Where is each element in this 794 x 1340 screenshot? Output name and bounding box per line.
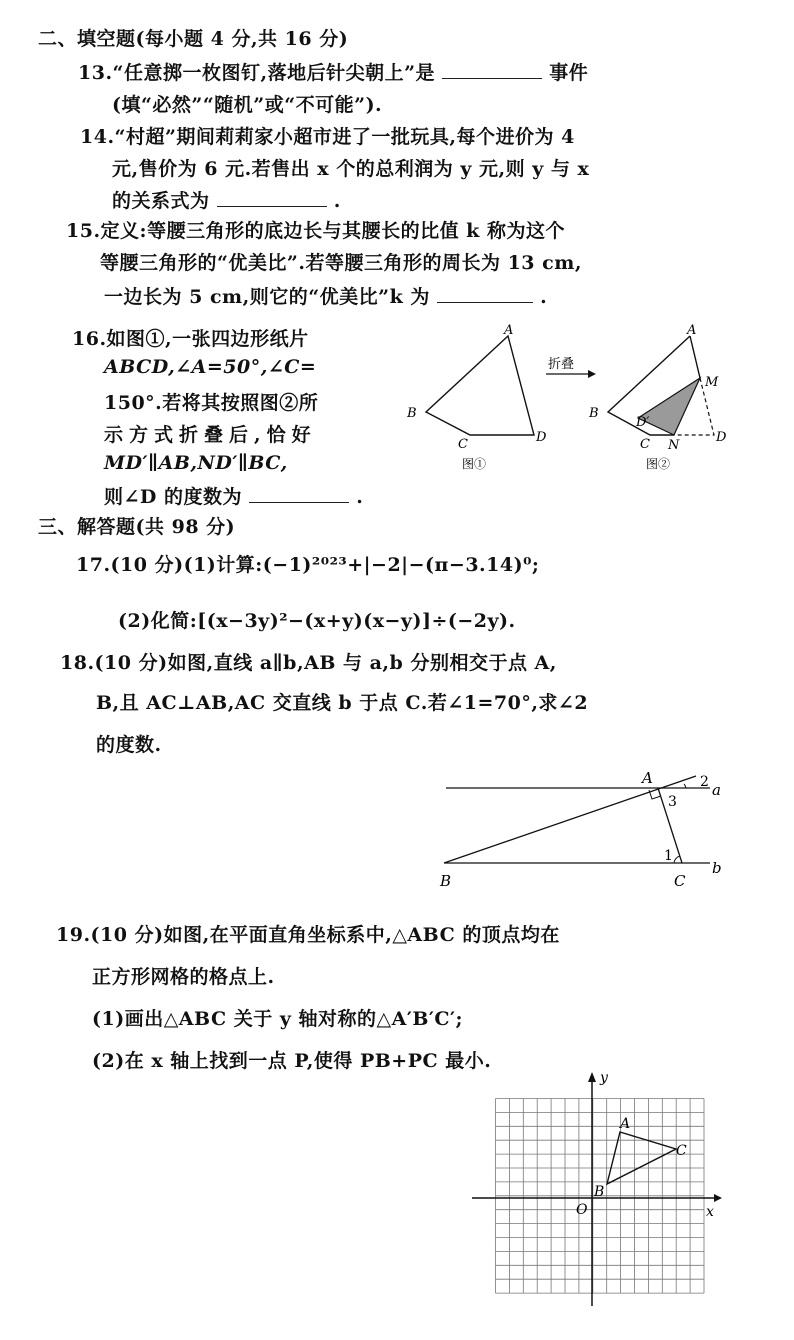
fig1-label-d: D xyxy=(536,430,547,445)
grid-label-a: A xyxy=(620,1116,631,1132)
q18-label-a-point: A xyxy=(642,769,653,787)
q15-line1: 15.定义:等腰三角形的底边长与其腰长的比值 k 称为这个 xyxy=(66,220,565,242)
fig2-label-dprime: D′ xyxy=(636,415,650,430)
grid-label-c: C xyxy=(676,1143,687,1159)
fig1-caption: 图① xyxy=(462,457,487,471)
fig2-label-n: N xyxy=(668,438,680,453)
q16-line1: 16.如图①,一张四边形纸片 xyxy=(72,328,309,350)
grid-label-x: x xyxy=(706,1204,714,1220)
q16-figures xyxy=(400,318,740,478)
y-axis-arrow xyxy=(588,1072,596,1082)
q16-figure2 xyxy=(608,336,714,435)
q15-line3 xyxy=(104,282,547,309)
q14-line3 xyxy=(112,186,341,213)
q18-line2: B,且 AC⊥AB,AC 交直线 b 于点 C.若∠1=70°,求∠2 xyxy=(96,692,589,714)
fig1-label-c: C xyxy=(458,437,468,452)
q18-line3: 的度数. xyxy=(96,734,162,756)
x-axis-arrow xyxy=(714,1194,722,1202)
q13-text-b: 事件 xyxy=(549,62,589,84)
q14-text-a: 的关系式为 xyxy=(112,190,210,212)
q17-line1: 17.(10 分)(1)计算:(−1)²⁰²³+|−2|−(π−3.14)⁰; xyxy=(76,554,540,576)
fig2-label-b: B xyxy=(589,406,599,421)
q18-label-line-a: a xyxy=(712,781,721,799)
fig2-label-c: C xyxy=(640,437,650,452)
fold-label: 折叠 xyxy=(548,357,575,372)
q18-line1: 18.(10 分)如图,直线 a∥b,AB 与 a,b 分别相交于点 A, xyxy=(60,652,557,674)
q19-line1: 19.(10 分)如图,在平面直角坐标系中,△ABC 的顶点均在 xyxy=(56,924,560,946)
fig2-caption: 图② xyxy=(646,457,671,471)
q15-text-a: 一边长为 5 cm,则它的“优美比”k 为 xyxy=(104,286,430,308)
q18-angle2: 2 xyxy=(700,774,709,790)
q13-line2: (填“必然”“随机”或“不可能”). xyxy=(112,94,383,116)
fig2-label-a: A xyxy=(687,323,697,338)
fig2-label-d: D xyxy=(716,430,727,445)
q19-line3: (1)画出△ABC 关于 y 轴对称的△A′B′C′; xyxy=(92,1008,464,1030)
q16-line2: ABCD,∠A=50°,∠C= xyxy=(104,356,317,378)
section3-title: 三、解答题(共 98 分) xyxy=(38,516,236,538)
q14-line2: 元,售价为 6 元.若售出 x 个的总利润为 y 元,则 y 与 x xyxy=(112,158,590,180)
q16-line5: MD′∥AB,ND′∥BC, xyxy=(104,452,288,474)
grid-label-y: y xyxy=(600,1070,608,1086)
q16-figure1 xyxy=(426,336,534,435)
q18-label-c-point: C xyxy=(674,872,686,890)
q18-figure xyxy=(430,762,740,892)
q15-text-b: . xyxy=(540,286,548,308)
q13-answer-blank[interactable] xyxy=(442,78,542,79)
q16-line4: 示方式折叠后,恰好 xyxy=(104,424,317,446)
q18-label-b-point: B xyxy=(440,872,452,890)
q16-line6 xyxy=(104,482,363,509)
q19-line2: 正方形网格的格点上. xyxy=(92,966,275,988)
q16-text-b: . xyxy=(356,486,364,508)
q18-label-line-b: b xyxy=(712,859,722,877)
q16-line3: 150°.若将其按照图②所 xyxy=(104,392,319,414)
section2-title: 二、填空题(每小题 4 分,共 16 分) xyxy=(38,28,349,50)
q18-angle3: 3 xyxy=(668,794,677,810)
q15-answer-blank[interactable] xyxy=(437,302,533,303)
q14-text-b: . xyxy=(333,190,341,212)
q16-answer-blank[interactable] xyxy=(249,502,349,503)
fig1-label-b: B xyxy=(407,406,417,421)
q13-line1 xyxy=(78,58,588,85)
quad-abcd xyxy=(426,336,534,435)
grid-label-b: B xyxy=(594,1184,605,1200)
q18-angle1: 1 xyxy=(664,848,673,864)
q15-line2: 等腰三角形的“优美比”.若等腰三角形的周长为 13 cm, xyxy=(100,252,582,274)
q19-coordinate-grid xyxy=(470,1070,730,1310)
q14-answer-blank[interactable] xyxy=(217,206,327,207)
fig1-label-a: A xyxy=(504,323,514,338)
fig2-label-m: M xyxy=(705,375,719,390)
q19-line4: (2)在 x 轴上找到一点 P,使得 PB+PC 最小. xyxy=(92,1050,492,1072)
q16-text-a: 则∠D 的度数为 xyxy=(104,486,243,508)
grid-label-origin: O xyxy=(576,1202,588,1218)
q14-line1: 14.“村超”期间莉莉家小超市进了一批玩具,每个进价为 4 xyxy=(80,126,575,148)
q17-line2: (2)化简:[(x−3y)²−(x+y)(x−y)]÷(−2y). xyxy=(118,610,516,632)
q13-text-a: 13.“任意掷一枚图钉,落地后针尖朝上”是 xyxy=(78,62,436,84)
